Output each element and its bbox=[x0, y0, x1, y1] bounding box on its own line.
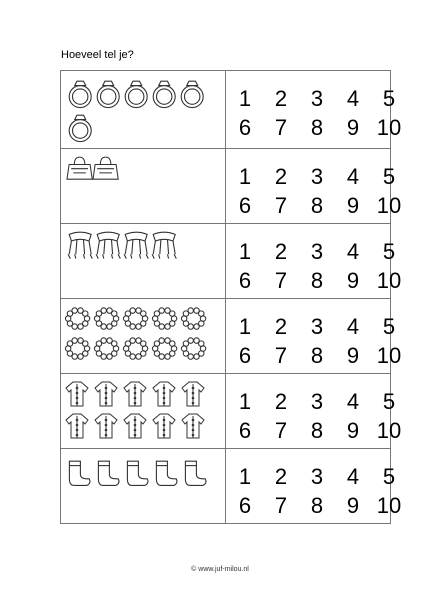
number-option-8[interactable]: 8 bbox=[310, 115, 324, 140]
bracelet-icon bbox=[152, 338, 176, 359]
number-option-10[interactable]: 10 bbox=[376, 343, 402, 368]
ring-icon bbox=[97, 81, 119, 107]
number-option-7[interactable]: 7 bbox=[274, 418, 288, 443]
number-option-4[interactable]: 4 bbox=[346, 464, 360, 489]
number-option-7[interactable]: 7 bbox=[274, 493, 288, 518]
number-option-9[interactable]: 9 bbox=[346, 268, 360, 293]
bracelet-icon bbox=[65, 338, 89, 359]
number-option-3[interactable]: 3 bbox=[310, 164, 324, 189]
ring-icon bbox=[69, 81, 91, 107]
bracelet-icon bbox=[65, 308, 89, 329]
picture-cell bbox=[61, 374, 226, 448]
bracelet-icon bbox=[123, 308, 147, 329]
number-option-10[interactable]: 10 bbox=[376, 268, 402, 293]
number-option-2[interactable]: 2 bbox=[274, 164, 288, 189]
number-option-5[interactable]: 5 bbox=[382, 86, 396, 111]
picture-cell bbox=[61, 149, 226, 223]
shirt-icon bbox=[95, 414, 117, 438]
picture-group bbox=[61, 149, 225, 224]
number-option-6[interactable]: 6 bbox=[238, 268, 252, 293]
shirt-icon bbox=[153, 382, 175, 406]
table-row bbox=[61, 298, 402, 373]
table-row bbox=[61, 373, 402, 448]
number-option-4[interactable]: 4 bbox=[346, 86, 360, 111]
number-option-3[interactable]: 3 bbox=[310, 239, 324, 264]
number-option-1[interactable]: 1 bbox=[238, 164, 252, 189]
sock-icon bbox=[156, 461, 177, 485]
number-option-2[interactable]: 2 bbox=[274, 314, 288, 339]
ring-icon bbox=[69, 115, 91, 141]
number-option-4[interactable]: 4 bbox=[346, 239, 360, 264]
number-option-5[interactable]: 5 bbox=[382, 389, 396, 414]
bracelet-icon bbox=[181, 308, 205, 329]
bracelet-icon bbox=[94, 308, 118, 329]
shirt-icon bbox=[124, 382, 146, 406]
shirt-icon bbox=[182, 414, 204, 438]
scarf-icon bbox=[68, 232, 92, 258]
sock-icon bbox=[69, 461, 90, 485]
number-option-6[interactable]: 6 bbox=[238, 193, 252, 218]
number-option-5[interactable]: 5 bbox=[382, 464, 396, 489]
number-option-4[interactable]: 4 bbox=[346, 164, 360, 189]
number-option-8[interactable]: 8 bbox=[310, 418, 324, 443]
shirt-icon bbox=[182, 382, 204, 406]
bag-icon bbox=[67, 157, 92, 179]
number-choices bbox=[226, 149, 402, 223]
number-option-5[interactable]: 5 bbox=[382, 239, 396, 264]
number-option-2[interactable]: 2 bbox=[274, 86, 288, 111]
number-option-6[interactable]: 6 bbox=[238, 343, 252, 368]
number-choices bbox=[226, 299, 402, 373]
scarf-icon bbox=[124, 232, 148, 258]
sock-icon bbox=[185, 461, 206, 485]
number-option-1[interactable]: 1 bbox=[238, 239, 252, 264]
number-option-3[interactable]: 3 bbox=[310, 464, 324, 489]
number-option-4[interactable]: 4 bbox=[346, 314, 360, 339]
picture-group bbox=[61, 449, 225, 524]
counting-table bbox=[60, 70, 402, 524]
ring-icon bbox=[153, 81, 175, 107]
number-option-7[interactable]: 7 bbox=[274, 115, 288, 140]
bracelet-icon bbox=[181, 338, 205, 359]
scarf-icon bbox=[96, 232, 120, 258]
picture-cell bbox=[61, 449, 226, 523]
number-option-2[interactable]: 2 bbox=[274, 239, 288, 264]
picture-cell bbox=[61, 71, 226, 148]
number-choices bbox=[226, 224, 402, 298]
number-option-8[interactable]: 8 bbox=[310, 493, 324, 518]
scarf-icon bbox=[152, 232, 176, 258]
bracelet-icon bbox=[123, 338, 147, 359]
number-option-3[interactable]: 3 bbox=[310, 389, 324, 414]
number-option-8[interactable]: 8 bbox=[310, 193, 324, 218]
number-option-4[interactable]: 4 bbox=[346, 389, 360, 414]
picture-group bbox=[61, 374, 225, 449]
number-option-6[interactable]: 6 bbox=[238, 115, 252, 140]
number-option-7[interactable]: 7 bbox=[274, 343, 288, 368]
number-choices bbox=[226, 449, 402, 523]
bracelet-icon bbox=[152, 308, 176, 329]
number-option-9[interactable]: 9 bbox=[346, 115, 360, 140]
number-option-3[interactable]: 3 bbox=[310, 86, 324, 111]
number-option-5[interactable]: 5 bbox=[382, 314, 396, 339]
worksheet-title: Hoeveel tel je? bbox=[61, 49, 134, 61]
sock-icon bbox=[98, 461, 119, 485]
picture-cell bbox=[61, 224, 226, 298]
number-option-1[interactable]: 1 bbox=[238, 314, 252, 339]
number-option-9[interactable]: 9 bbox=[346, 343, 360, 368]
table-row bbox=[61, 148, 402, 223]
table-row bbox=[61, 223, 402, 298]
number-choices bbox=[226, 374, 402, 448]
number-option-10[interactable]: 10 bbox=[376, 418, 402, 443]
ring-icon bbox=[181, 81, 203, 107]
picture-group bbox=[61, 299, 225, 374]
shirt-icon bbox=[124, 414, 146, 438]
number-option-6[interactable]: 6 bbox=[238, 418, 252, 443]
picture-cell bbox=[61, 299, 226, 373]
sock-icon bbox=[127, 461, 148, 485]
number-choices bbox=[226, 71, 402, 148]
number-option-10[interactable]: 10 bbox=[376, 493, 402, 518]
number-option-9[interactable]: 9 bbox=[346, 493, 360, 518]
shirt-icon bbox=[66, 382, 88, 406]
number-option-1[interactable]: 1 bbox=[238, 464, 252, 489]
ring-icon bbox=[125, 81, 147, 107]
number-option-1[interactable]: 1 bbox=[238, 86, 252, 111]
table-row bbox=[61, 448, 402, 523]
shirt-icon bbox=[66, 414, 88, 438]
number-option-2[interactable]: 2 bbox=[274, 389, 288, 414]
number-option-10[interactable]: 10 bbox=[376, 193, 402, 218]
number-option-10[interactable]: 10 bbox=[376, 115, 402, 140]
number-option-5[interactable]: 5 bbox=[382, 164, 396, 189]
bracelet-icon bbox=[94, 338, 118, 359]
number-option-3[interactable]: 3 bbox=[310, 314, 324, 339]
shirt-icon bbox=[95, 382, 117, 406]
picture-group bbox=[61, 71, 225, 146]
table-row bbox=[61, 71, 402, 148]
number-option-2[interactable]: 2 bbox=[274, 464, 288, 489]
number-option-7[interactable]: 7 bbox=[274, 193, 288, 218]
picture-group bbox=[61, 224, 225, 299]
number-option-8[interactable]: 8 bbox=[310, 268, 324, 293]
bag-icon bbox=[93, 157, 118, 179]
number-option-7[interactable]: 7 bbox=[274, 268, 288, 293]
number-option-1[interactable]: 1 bbox=[238, 389, 252, 414]
number-option-8[interactable]: 8 bbox=[310, 343, 324, 368]
shirt-icon bbox=[153, 414, 175, 438]
footer-credit: © www.juf-milou.nl bbox=[191, 566, 249, 573]
number-option-9[interactable]: 9 bbox=[346, 193, 360, 218]
number-option-6[interactable]: 6 bbox=[238, 493, 252, 518]
number-option-9[interactable]: 9 bbox=[346, 418, 360, 443]
